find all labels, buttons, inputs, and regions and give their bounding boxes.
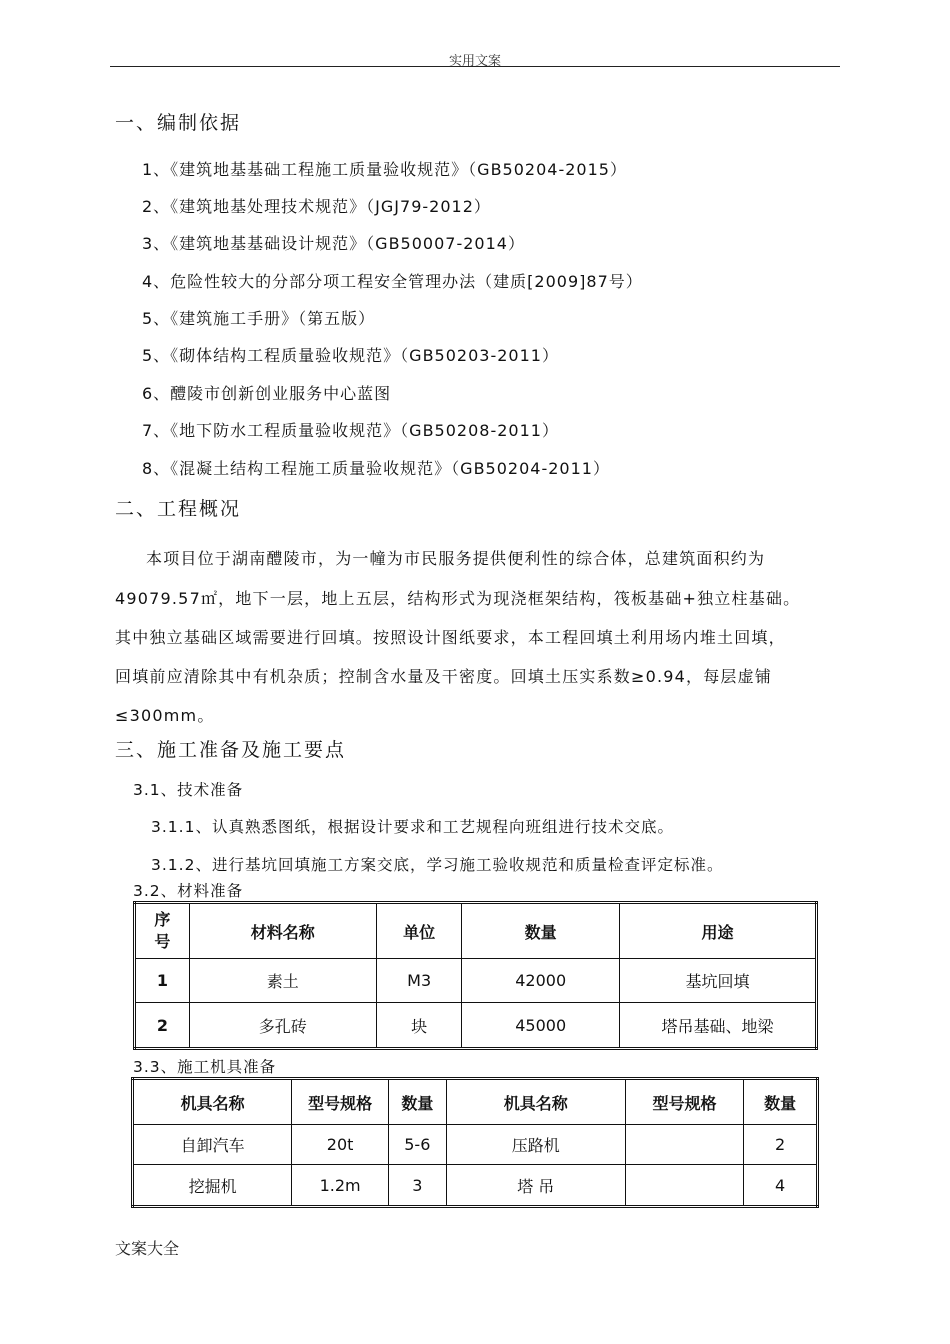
column-header: 机具名称 (446, 1079, 625, 1125)
reference-item: 3、《建筑地基基础设计规范》（GB50007-2014） (142, 234, 525, 253)
table-cell: 块 (376, 1003, 462, 1049)
column-header: 型号规格 (292, 1079, 389, 1125)
reference-item: 8、《混凝土结构工程施工质量验收规范》（GB50204-2011） (142, 459, 610, 478)
column-header: 数量 (462, 903, 619, 959)
table-cell: 4 (744, 1165, 818, 1207)
overview-line: 49079.57㎡，地下一层，地上五层，结构形式为现浇框架结构，筏板基础+独立柱基础。 (115, 589, 801, 608)
table-header-row (133, 1079, 818, 1125)
column-header: 材料名称 (189, 903, 376, 959)
section-heading-1: 一、编制依据 (115, 112, 242, 134)
table-cell: 42000 (462, 959, 619, 1003)
section-heading-2: 二、工程概况 (115, 498, 242, 520)
table-cell: 压路机 (446, 1125, 625, 1165)
column-header: 型号规格 (625, 1079, 743, 1125)
overview-line: ≤300mm。 (115, 706, 215, 725)
overview-line: 本项目位于湖南醴陵市，为一幢为市民服务提供便利性的综合体，总建筑面积约为 (146, 549, 766, 568)
table-cell: 挖掘机 (133, 1165, 292, 1207)
section-heading-3: 三、施工准备及施工要点 (115, 739, 347, 761)
table-row (133, 1165, 818, 1207)
table-row (133, 1125, 818, 1165)
machines-table (131, 1077, 819, 1208)
column-header: 单位 (376, 903, 462, 959)
page-footer: 文案大全 (115, 1239, 180, 1258)
table-cell (625, 1165, 743, 1207)
subsection-item: 3.1.2、进行基坑回填施工方案交底，学习施工验收规范和质量检查评定标准。 (151, 856, 724, 874)
table-cell: 1 (135, 959, 190, 1003)
reference-item: 1、《建筑地基基础工程施工质量验收规范》（GB50204-2015） (142, 160, 627, 179)
table-cell: 自卸汽车 (133, 1125, 292, 1165)
table-header-row (135, 903, 817, 959)
reference-item: 2、《建筑地基处理技术规范》（JGJ79-2012） (142, 197, 491, 216)
column-header: 机具名称 (133, 1079, 292, 1125)
column-header: 数量 (388, 1079, 446, 1125)
subsection-title: 3.3、施工机具准备 (133, 1058, 277, 1076)
header-divider (110, 66, 840, 67)
table-cell: M3 (376, 959, 462, 1003)
table-cell: 塔吊基础、地梁 (619, 1003, 816, 1049)
table-row (135, 959, 817, 1003)
table-cell: 1.2m (292, 1165, 389, 1207)
table-cell: 2 (744, 1125, 818, 1165)
table-cell: 塔 吊 (446, 1165, 625, 1207)
reference-item: 5、《砌体结构工程质量验收规范》（GB50203-2011） (142, 346, 559, 365)
table-cell: 20t (292, 1125, 389, 1165)
overview-line: 其中独立基础区域需要进行回填。按照设计图纸要求，本工程回填土利用场内堆土回填， (115, 628, 786, 647)
table-cell: 基坑回填 (619, 959, 816, 1003)
table-cell: 3 (388, 1165, 446, 1207)
reference-item: 4、危险性较大的分部分项工程安全管理办法（建质[2009]87号） (142, 272, 643, 291)
page-header: 实用文案 (448, 54, 501, 69)
reference-item: 5、《建筑施工手册》（第五版） (142, 309, 376, 328)
overview-line: 回填前应清除其中有机杂质；控制含水量及干密度。回填土压实系数≥0.94，每层虚铺 (115, 667, 773, 686)
table-cell: 素土 (189, 959, 376, 1003)
column-header: 序号 (135, 903, 190, 959)
subsection-title: 3.2、材料准备 (133, 882, 244, 900)
table-cell (625, 1125, 743, 1165)
table-cell: 45000 (462, 1003, 619, 1049)
table-cell: 5-6 (388, 1125, 446, 1165)
reference-item: 6、醴陵市创新创业服务中心蓝图 (142, 384, 392, 403)
table-cell: 多孔砖 (189, 1003, 376, 1049)
subsection-item: 3.1.1、认真熟悉图纸，根据设计要求和工艺规程向班组进行技术交底。 (151, 818, 674, 836)
column-header: 用途 (619, 903, 816, 959)
table-row (135, 1003, 817, 1049)
reference-item: 7、《地下防水工程质量验收规范》（GB50208-2011） (142, 421, 559, 440)
table-cell: 2 (135, 1003, 190, 1049)
column-header: 数量 (744, 1079, 818, 1125)
subsection-title: 3.1、技术准备 (133, 781, 244, 799)
materials-table (133, 901, 818, 1050)
